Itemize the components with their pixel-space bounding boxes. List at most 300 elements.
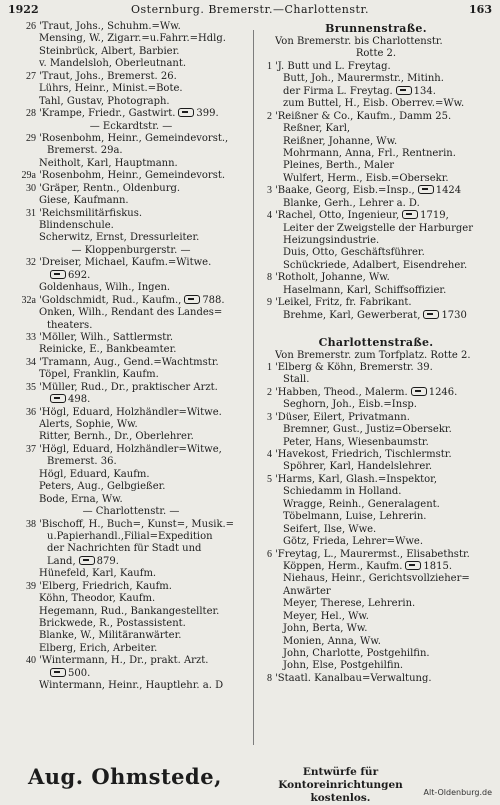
house-number (8, 469, 39, 481)
telephone-number: 1815. (423, 560, 453, 572)
resident-text: 'Möller, Wilh., Sattlermstr. (39, 331, 174, 343)
directory-entry (256, 223, 496, 235)
entry-text (275, 499, 496, 511)
house-number (8, 158, 39, 170)
directory-entry (256, 210, 496, 222)
directory-entry (8, 668, 254, 680)
house-number (256, 598, 275, 610)
resident-text: 'Krampe, Friedr., Gastwirt. (39, 108, 176, 120)
resident-text: Wintermann, Heinr., Hauptlehr. a. D (39, 680, 224, 692)
entry-text (39, 295, 254, 307)
entry-text (39, 556, 254, 568)
resident-text: Reßner, Karl, (283, 123, 351, 135)
house-number (256, 247, 275, 259)
resident-text: Töpel, Franklin, Kaufm. (39, 369, 159, 381)
house-number: 39 (26, 580, 36, 592)
house-number (8, 606, 39, 618)
house-number (8, 58, 39, 70)
entry-text (275, 374, 496, 386)
house-number (256, 486, 275, 498)
directory-entry (8, 531, 254, 543)
directory-entry (256, 123, 496, 135)
directory-entry (8, 519, 254, 531)
house-number (256, 399, 275, 411)
directory-entry (256, 136, 496, 148)
house-number (8, 145, 39, 157)
resident-text: 'Traut, Johs., Bremerst. 26. (39, 70, 177, 82)
directory-entry (256, 173, 496, 185)
resident-text: Leiter der Zweigstelle der Harburger (283, 222, 473, 234)
entry-text (39, 344, 254, 356)
resident-text: Seifert, Ilse, Wwe. (283, 523, 377, 535)
directory-entry (8, 170, 254, 182)
directory-entry (8, 481, 254, 493)
resident-text: 'Baake, Georg, Eisb.=Insp., (275, 185, 415, 197)
house-number (256, 223, 275, 235)
resident-text: Alerts, Sophie, Ww. (39, 419, 138, 430)
house-number: 3 (267, 411, 272, 423)
resident-text: Bode, Erna, Ww. (39, 493, 123, 505)
house-number (8, 556, 39, 568)
house-number: 26 (26, 21, 36, 32)
resident-text: 'Goldschmidt, Rud., Kaufm., (39, 294, 182, 306)
resident-text: John, Berta, Ww. (283, 623, 368, 635)
entry-text (39, 21, 254, 33)
telephone-icon (50, 270, 66, 279)
directory-entry (8, 456, 254, 468)
house-number (256, 148, 275, 160)
directory-entry (8, 195, 254, 207)
directory-entry (256, 511, 496, 523)
directory-entry (8, 282, 254, 294)
house-number (256, 235, 275, 247)
entry-text (39, 519, 254, 531)
entry-text (39, 208, 254, 220)
entry-text (275, 235, 496, 247)
directory-entry (8, 469, 254, 481)
entry-text (275, 611, 496, 623)
cross-street-marker: — Eckardtstr. — (89, 120, 173, 132)
resident-text: Monien, Anna, Ww. (283, 635, 381, 647)
resident-text: Meyer, Hel., Ww. (283, 610, 369, 622)
house-number (256, 524, 275, 536)
directory-entry (256, 148, 496, 160)
house-number (8, 543, 39, 555)
entry-text (39, 606, 254, 618)
entry-text (39, 307, 254, 319)
entry-text (275, 136, 496, 148)
house-number (256, 36, 275, 48)
advertisement-footer (12, 762, 492, 804)
directory-entry (256, 160, 496, 172)
cross-street-marker: — Charlottenstr. — (82, 506, 180, 518)
directory-entry (8, 83, 254, 95)
entry-text (39, 83, 254, 95)
telephone-icon (402, 210, 418, 219)
resident-text: 'Rachel, Otto, Ingenieur, (275, 210, 400, 222)
house-number: 4 (267, 210, 272, 222)
resident-text: Steinbrück, Albert, Barbier. (39, 45, 180, 57)
resident-text: 'Rosenbohm, Heinr., Gemeindevorst., (39, 132, 229, 144)
watermark: Alt-Oldenburg.de (423, 788, 492, 797)
directory-entry (8, 232, 254, 244)
directory-entry (256, 73, 496, 85)
resident-text: Lührs, Heinr., Minist.=Bote. (39, 83, 183, 95)
entry-text (275, 586, 496, 598)
entry-text (275, 474, 496, 486)
directory-entry (256, 598, 496, 610)
entry-text (39, 220, 254, 232)
directory-entry (8, 407, 254, 419)
entry-text (39, 444, 254, 456)
entry-text (275, 486, 496, 498)
house-number (8, 369, 39, 381)
house-number (256, 374, 275, 386)
house-number (8, 220, 39, 232)
entry-text (39, 431, 254, 443)
entry-text (275, 73, 496, 85)
street-heading: Brunnenstraße. (325, 22, 427, 35)
entry-text (275, 123, 496, 135)
entry-text (39, 96, 254, 108)
entry-text (275, 285, 496, 297)
entry-text (275, 297, 496, 309)
house-number: 28 (26, 108, 36, 120)
house-number (8, 531, 39, 543)
entry-text (275, 673, 496, 685)
directory-entry (256, 272, 496, 284)
house-number (8, 431, 39, 443)
entry-text (39, 394, 254, 406)
resident-text: 'Staatl. Kanalbau=Verwaltung. (275, 672, 432, 684)
resident-text: Götz, Frieda, Lehrer=Wwe. (283, 536, 423, 548)
entry-text (275, 111, 496, 123)
directory-entry (256, 185, 496, 197)
entry-text (275, 86, 496, 98)
house-number: 27 (26, 70, 36, 82)
entry-text (275, 660, 496, 672)
directory-entry (8, 568, 254, 580)
resident-text: 'Rotholt, Johanne, Ww. (275, 272, 390, 284)
house-number (8, 83, 39, 95)
entry-text (39, 593, 254, 605)
resident-text: Bremner, Gust., Justiz=Obersekr. (283, 424, 452, 436)
house-number (8, 33, 39, 45)
entry-text (275, 173, 496, 185)
directory-entry (8, 369, 254, 381)
resident-text: John, Charlotte, Postgehilfin. (283, 648, 430, 659)
directory-entry (256, 437, 496, 449)
header-year: 1922 (8, 3, 39, 16)
telephone-number: 788. (202, 294, 225, 306)
house-number (8, 643, 39, 655)
telephone-number: 1719, (420, 210, 449, 222)
directory-entry (256, 623, 496, 635)
entry-text (39, 369, 254, 381)
house-number: 3 (267, 185, 272, 197)
resident-text: Mensing, W., Zigarr.=u.Fahrr.=Hdlg. (39, 33, 226, 45)
entry-text (39, 195, 254, 207)
house-number (256, 424, 275, 436)
entry-text (275, 185, 496, 197)
entry-text (39, 643, 254, 655)
resident-text: 'Högl, Eduard, Holzhändler=Witwe. (39, 406, 222, 418)
entry-text (275, 210, 496, 222)
resident-text: 'Müller, Rud., Dr., praktischer Arzt. (39, 381, 218, 393)
house-number (8, 270, 39, 282)
advertiser-name: Aug. Ohmstede, (28, 764, 222, 789)
directory-entry (8, 58, 254, 70)
entry-text (275, 98, 496, 110)
entry-text (275, 437, 496, 449)
resident-text: zum Buttel, H., Eisb. Oberrev.=Ww. (283, 98, 465, 110)
house-number: 1 (267, 60, 272, 72)
house-number (8, 680, 39, 692)
directory-entry (8, 270, 254, 282)
directory-entry (8, 606, 254, 618)
entry-text (275, 524, 496, 536)
house-number: 6 (267, 548, 272, 560)
directory-entry (8, 307, 254, 319)
entry-text (275, 148, 496, 160)
resident-text: Tahl, Gustav, Photograph. (39, 95, 170, 107)
resident-text: Spöhrer, Karl, Handelslehrer. (283, 461, 433, 473)
house-number: 38 (26, 518, 36, 530)
house-number (256, 623, 275, 635)
resident-text: 'Tramann, Aug., Gend.=Wachtmstr. (39, 356, 219, 368)
directory-entry (256, 285, 496, 297)
house-number (256, 660, 275, 672)
house-number: 31 (26, 207, 36, 219)
entry-text (39, 46, 254, 58)
entry-text (39, 270, 254, 282)
entry-text (39, 581, 254, 593)
directory-entry (256, 660, 496, 672)
resident-text: Pleines, Berth., Maler (283, 160, 395, 172)
resident-text: 'Elberg, Friedrich, Kaufm. (39, 580, 172, 592)
house-number (256, 160, 275, 172)
resident-text: Duis, Otto, Geschäftsführer. (283, 247, 425, 259)
directory-entry (256, 387, 496, 399)
telephone-number: 500. (68, 667, 91, 679)
resident-text: Peter, Hans, Wiesenbaumstr. (283, 436, 429, 448)
resident-text: Töbelmann, Luise, Lehrerin. (283, 511, 427, 523)
resident-text: Mohrmann, Anna, Frl., Rentnerin. (283, 147, 456, 159)
directory-entry (8, 71, 254, 83)
resident-text: Brehme, Karl, Gewerberat, (283, 309, 421, 321)
resident-text: Hünefeld, Karl, Kaufm. (39, 568, 157, 580)
entry-text (275, 536, 496, 548)
directory-entry (256, 198, 496, 210)
directory-entry (256, 499, 496, 511)
entry-text (39, 618, 254, 630)
resident-text: Peters, Aug., Gelbgießer. (39, 481, 166, 493)
house-number (8, 593, 39, 605)
directory-entry (256, 399, 496, 411)
resident-text: Schiedamm in Holland. (283, 486, 402, 498)
house-number (8, 456, 39, 468)
column-divider (253, 30, 254, 745)
entry-text (275, 598, 496, 610)
entry-text (275, 511, 496, 523)
house-number (256, 173, 275, 185)
advertisement-text (248, 766, 433, 805)
house-number (8, 46, 39, 58)
house-number: 9 (267, 297, 272, 309)
entry-text (39, 407, 254, 419)
telephone-icon (79, 556, 95, 565)
resident-text: Reinicke, E., Bankbeamter. (39, 344, 177, 356)
resident-text: Schückriede, Adalbert, Eisendreher. (283, 259, 468, 271)
entry-text (39, 568, 254, 580)
house-number (256, 611, 275, 623)
house-number (8, 630, 39, 642)
entry-text (39, 655, 254, 667)
resident-text: Wragge, Reinh., Generalagent. (283, 498, 440, 510)
house-number (8, 494, 39, 506)
directory-entry (8, 21, 254, 33)
telephone-icon (396, 86, 412, 95)
entry-text (39, 543, 254, 555)
resident-text: Högl, Eduard, Kaufm. (39, 468, 150, 480)
entry-text (275, 61, 496, 73)
entry-text (275, 561, 496, 573)
directory-entry (8, 618, 254, 630)
house-number (8, 419, 39, 431)
resident-text: Wulfert, Herm., Eisb.=Obersekr. (283, 172, 449, 184)
house-number: 32 (26, 257, 36, 269)
directory-entry (8, 220, 254, 232)
telephone-icon (50, 394, 66, 403)
entry-text (275, 648, 496, 660)
telephone-number: 498. (68, 394, 91, 406)
entry-text (275, 449, 496, 461)
house-number (8, 481, 39, 493)
directory-entry (256, 636, 496, 648)
house-number: 29 (26, 132, 36, 144)
directory-entry (256, 561, 496, 573)
directory-entry (8, 257, 254, 269)
house-number (256, 350, 275, 362)
house-number: 34 (26, 356, 36, 368)
resident-text: Hegemann, Rud., Bankangestellter. (39, 605, 220, 617)
resident-text: Meyer, Therese, Lehrerin. (283, 598, 416, 610)
directory-entry (8, 183, 254, 195)
directory-entry (8, 394, 254, 406)
house-number (256, 310, 275, 322)
entry-text (39, 419, 254, 431)
directory-entry (256, 310, 496, 322)
directory-entry (256, 673, 496, 685)
house-number (8, 568, 39, 580)
entry-text (275, 272, 496, 284)
entry-text (39, 158, 254, 170)
directory-entry (8, 208, 254, 220)
telephone-number: 1424 (435, 185, 462, 197)
telephone-number: 1730 (441, 309, 467, 321)
resident-text: Bremerst. 29a. (47, 145, 123, 157)
directory-entry (256, 611, 496, 623)
ad-text-line-2: kostenlos. (310, 792, 371, 804)
telephone-icon (178, 108, 194, 117)
entry-text (275, 573, 496, 585)
house-number (8, 195, 39, 207)
house-number (8, 394, 39, 406)
resident-text: John, Else, Postgehilfin. (283, 660, 404, 672)
entry-text (39, 183, 254, 195)
directory-entry (8, 655, 254, 667)
directory-entry (8, 382, 254, 394)
entry-text (275, 461, 496, 473)
directory-entry (8, 581, 254, 593)
entry-text (39, 232, 254, 244)
resident-text: 'Gräper, Rentn., Oldenburg. (39, 182, 181, 194)
directory-entry (256, 524, 496, 536)
resident-text: 'Havekost, Friedrich, Tischlermstr. (275, 449, 452, 460)
entry-text (275, 36, 496, 48)
directory-entry (8, 643, 254, 655)
entry-text (39, 332, 254, 344)
telephone-icon (184, 295, 200, 304)
entry-text (275, 387, 496, 399)
house-number (256, 573, 275, 585)
street-heading: Charlottenstraße. (318, 335, 434, 349)
entry-text (275, 310, 496, 322)
house-number (8, 96, 39, 108)
resident-text: 'Habben, Theod., Malerm. (275, 386, 408, 398)
header-page-number: 163 (469, 3, 492, 16)
left-column (8, 21, 254, 693)
house-number (256, 461, 275, 473)
resident-text: 'Harms, Karl, Glash.=Inspektor, (275, 473, 438, 485)
resident-text: Von Bremerstr. zum Torfplatz. Rotte 2. (275, 349, 471, 361)
telephone-icon (405, 561, 421, 570)
house-number (256, 136, 275, 148)
telephone-number: 399. (196, 108, 219, 120)
resident-text: Neitholt, Karl, Hauptmann. (39, 157, 178, 169)
entry-text (275, 399, 496, 411)
house-number (256, 437, 275, 449)
resident-text: 'Reißner & Co., Kaufm., Damm 25. (275, 110, 452, 122)
directory-entry (256, 247, 496, 259)
house-number (256, 73, 275, 85)
house-number (256, 260, 275, 272)
directory-entry (256, 86, 496, 98)
directory-entry (256, 297, 496, 309)
directory-entry (256, 36, 496, 48)
directory-entry (8, 145, 254, 157)
directory-entry (256, 362, 496, 374)
directory-entry (256, 235, 496, 247)
entry-text (39, 494, 254, 506)
entry-text (39, 170, 254, 182)
directory-entry (8, 96, 254, 108)
entry-text (39, 58, 254, 70)
house-number (8, 320, 39, 332)
entry-text (275, 424, 496, 436)
house-number (256, 561, 275, 573)
directory-entry (256, 549, 496, 561)
directory-entry (8, 133, 254, 145)
resident-text: Brickwede, R., Postassistent. (39, 618, 186, 629)
directory-entry (256, 586, 496, 598)
house-number: 37 (26, 443, 36, 455)
directory-entry (256, 111, 496, 123)
resident-text: Niehaus, Heinr., Gerichtsvollzieher= (283, 573, 470, 585)
telephone-number: 692. (68, 269, 91, 281)
house-number (256, 86, 275, 98)
page-header (8, 3, 492, 19)
